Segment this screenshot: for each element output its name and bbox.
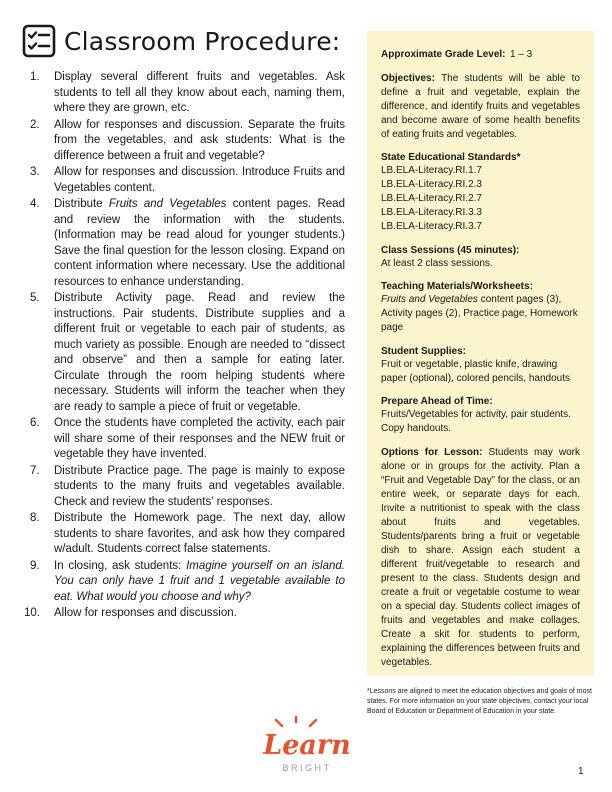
teaching-materials-label: Teaching Materials/Worksheets: [381,281,533,292]
student-supplies [381,345,580,386]
step-text: In closing, ask students: [54,559,187,572]
procedure-step [30,511,345,558]
step-number: 4. [30,198,40,210]
procedure-step [30,464,345,511]
step-text: Allow for responses and discussion. Separate the fruits from the vegetables, and ask students: What is the difference between a fruit and vegetable? [54,118,345,162]
procedure-step [30,291,345,415]
step-number: 5. [30,292,40,304]
student-supplies-text: Fruit or vegetable, plastic knife, drawing paper (optional), colored pencils, handouts [381,358,571,384]
teaching-materials-text [381,293,580,335]
procedure-step [30,118,345,165]
standard-item: LB.ELA-Literacy.RI.3.3 [381,207,482,218]
prepare-ahead [381,395,580,436]
procedure-step [24,606,345,622]
step-number: 1. [30,71,40,83]
step-text: Distribute Activity page. Read and review the instructions. Pair students. Distribute supplies and a different fruit or vegetable to each pair of students, as much variety as possible. Enough are needed to “dissect and observe” and then a sample for eating later. Circulate through the room helping students where necessary. Students will inform the teacher when they are ready to sample a piece of fruit or vegetable. [54,292,345,413]
student-supplies-label: Student Supplies: [381,345,466,357]
step-number: 9. [30,559,40,572]
objectives [381,72,580,142]
prepare-ahead-label: Prepare Ahead of Time: [381,396,493,407]
prepare-ahead-line: Copy handouts. [381,423,452,434]
standards-footnote: *Lessons are aligned to meet the education objectives and goals of most states. For more information on your state objectives, contact your local Board of Education or Department of Education in your state. [367,688,592,715]
checklist-icon [22,24,56,58]
page-title: Classroom Procedure: [64,26,341,56]
procedure-step [30,559,345,606]
lesson-options [381,446,580,670]
logo-subtitle: BRIGHT [282,763,332,773]
step-number: 6. [30,417,40,429]
objectives-text: The students will be able to define a fruit and vegetable, explain the difference, and identify fruits and vegetables and become aware of some health benefits of eating fruits and vegetables. [381,72,580,140]
bulb-rays-icon [276,717,316,726]
step-text-emphasis: Fruits and Vegetables [108,198,227,210]
standards-list [381,164,580,234]
lesson-options-text: Students may work alone or in groups for the activity. Plan a “Fruit and Vegetable Day” for the class, or an entire week, or separate days for each. Invite a nutritionist to speak with the class about fruits and vegetables. Students/parents bring a fruit or vegetable dish to share. Assign each student a different fruit/vegetable to research and present to the class. Students design and create a fruit or vegetable costume to wear on a special day. Students collect images of fruits and vegetables and make collages. Create a skit for students to perform, explaining the differences between fruits and vegetables. [381,446,580,668]
step-number: 8. [30,512,40,524]
procedure-list [24,70,345,623]
standard-item: LB.ELA-Literacy.RI.1.7 [381,165,482,176]
step-text-emphasis: Imagine yourself on an island. You can only have 1 fruit and 1 vegetable available to eat. What would you choose and why? [54,559,345,603]
class-sessions [381,244,580,271]
lesson-options-label: Options for Lesson: [381,446,483,458]
procedure-step [30,70,345,117]
step-text: Allow for responses and discussion. Introduce Fruits and Vegetables content. [54,166,345,194]
step-text: Allow for responses and discussion. [54,607,237,619]
step-text: content pages. Read and review the information with the students. (Information may be read aloud for younger students.) Save the final question for the lesson closing. Expand on content information where necessary. Use the additional resources to enhance understanding. [54,198,345,288]
step-text: Once the students have completed the activity, each pair will share some of their responses and the NEW fruit or vegetable they have invented. [54,417,345,460]
standard-item: LB.ELA-Literacy.RI.2.3 [381,179,482,190]
standards-label: State Educational Standards* [381,152,521,163]
step-text: Distribute Practice page. The page is mainly to expose students to the many fruits and vegetables available. Check and review the students’ responses. [54,464,345,508]
class-sessions-text: At least 2 class sessions. [381,257,493,269]
teaching-materials-rest: content pages (3), Activity pages (2), Practice page, Homework page [381,294,578,333]
logo-wordmark: Learn [263,730,351,761]
objectives-label: Objectives: [381,72,435,84]
procedure-step [30,416,345,463]
step-number: 7. [30,464,40,477]
learn-bright-logo [252,716,362,776]
procedure-step [30,165,345,196]
grade-level-value: 1 – 3 [509,49,533,60]
teaching-materials [381,280,580,335]
standards [381,151,580,234]
teaching-materials-emphasis: Fruits and Vegetables [381,294,478,305]
page-number: 1 [578,766,584,777]
standard-item: LB.ELA-Literacy.RI.2.7 [381,193,482,204]
class-sessions-label: Class Sessions (45 minutes): [381,244,520,256]
standard-item: LB.ELA-Literacy.RI.3.7 [381,221,482,232]
step-text: Display several different fruits and vegetables. Ask students to tell all they know about each, naming them, where they are grown, etc. [54,71,345,114]
prepare-ahead-line: Fruits/Vegetables for activity, pair students. [381,409,571,420]
procedure-step [30,197,345,290]
grade-level [381,44,580,62]
page-header [22,24,340,58]
lesson-info-sidebar [367,31,594,676]
step-number: 2. [30,118,40,131]
step-number: 10. [24,607,40,619]
step-number: 3. [30,166,40,178]
step-text: Distribute the Homework page. The next day, allow students to share favorites, and ask how they compared w/adult. Students correct false statements. [54,512,345,555]
grade-level-label: Approximate Grade Level: [381,49,506,60]
step-text: Distribute [54,198,109,210]
